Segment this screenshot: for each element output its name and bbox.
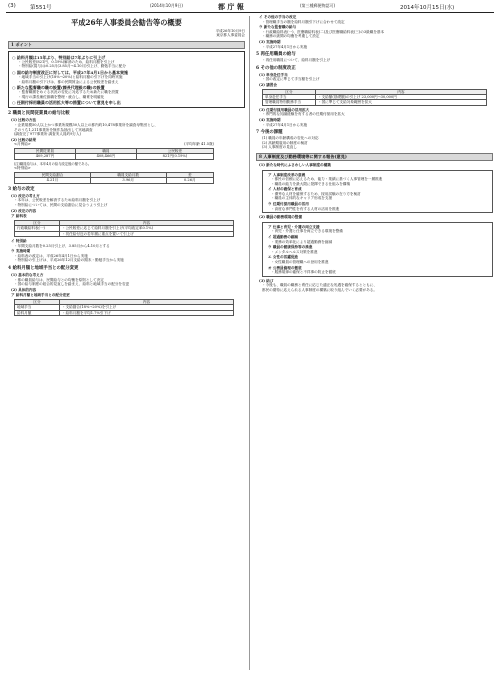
item-heading: ウ 職員の健康保持等の推進 [268,245,313,250]
item-heading: オ 公務員倫理の徹底 [268,265,302,270]
environment-box [262,222,493,277]
paragraph-line: 都民の期待に応えられる人事制度の構築に取り組んでいく必要がある。 [262,287,377,292]
paragraph-line: ・優秀な人材を確保するため、採用試験の在り方を検討 [271,191,361,196]
subsection-heading: (3) 任期付採用職員の活用拡大 [259,107,310,112]
table-cell: 4.21月 [15,178,91,183]
point-box [8,51,245,109]
paragraph-line: ・都民の信頼に応えるため、能力・業績に基づく人事管理を一層推進 [271,177,383,182]
point-item-line: ・給料月額の引下げは、都の民間賃金による公民較差を踏まえ [18,79,119,84]
table-header: 職員 [75,148,136,153]
salary-scale-table [14,220,234,237]
document-date: 平成26年10月9日 [215,29,245,33]
page-number: (3) [8,3,16,9]
paragraph-line: ・高度な専門性を有する人材の活用を推進 [271,206,340,211]
subsection-heading: (2) 具体的内容 [11,287,37,292]
point-item-line: ・公民較差(821円、0.19%)解消のため、給料月額を引上げ [18,59,115,64]
table-header: 公民較差 [136,148,213,153]
table-cell: 409,287円 [15,154,76,159]
subsection-heading: (3) 実施時期 [259,39,281,44]
mail-note: (第三種郵便物認可) [300,3,336,8]
subsection-heading: (2) 改定の内容 [11,208,37,213]
table-header: 差 [166,172,213,177]
table-cell: ・給料月額を平均1.7%引下げ [60,310,234,315]
table-header: 民間従業員 [15,148,76,153]
table-cell: 管理職員特別勤務手当 [263,100,316,105]
left-column [8,14,245,672]
subsection-heading: (1) 改定の考え方 [11,193,40,198]
monthly-pay-table [14,148,214,160]
subsection-heading: (2) 講習会 [259,82,277,87]
revision-table [262,89,487,106]
item-heading: イ その他の手当の改定 [259,15,297,19]
paragraph-line: ・職員の能力を最大限に発揮できる仕組みを構築 [271,181,351,186]
paragraph-line: そのうち1,211事業所を無作為抽出して実地調査 [14,127,93,132]
table-caption: <月例給> [14,142,31,147]
point-heading: 1 ポイント [8,41,245,49]
right-column [256,14,493,672]
paragraph-line: ・給料表の改定は、平成26年4月1日から実施 [14,253,88,258]
section-heading: 4 給料月額と地域手当との配分変更 [8,265,79,271]
paragraph-line: ・国の給与制度の総合的見直しを踏まえ、給料と地域手当の配分を変更 [14,282,130,287]
document-title: 平成26年人事委員会勧告等の概要 [71,18,182,27]
subsection-heading: (2) 職員の勤務環境の整備 [259,215,303,220]
table-header: 区分 [263,89,316,94]
issue-info [8,29,245,38]
table-note: (注)職員給与は、本年4月の給与改定後の額である。 [14,161,92,166]
table-cell: ・支給割合(18%→20%)を引上げ [60,305,234,310]
table-header: 内容 [60,220,234,225]
point-item-title: ○ 給料月額は15年ぶり、特別給は7年ぶりに引上げ [12,54,106,60]
table-caption: <特別給> [14,166,31,171]
table-header: 内容 [316,89,487,94]
paragraph-line: ・行政職給料表(一)、医療職給料表(二)及び医療職給料表(三)の3級職を基本 [262,29,385,34]
paragraph-line: (2) 高齢期雇用の制度の検討 [262,140,308,145]
table-header: 職員支給月数 [90,172,166,177]
subsection-heading: (1) 新たな時代にふさわしい人事制度の構築 [259,162,331,167]
paragraph-line: ・業務の効率化により超過勤務を縮減 [271,239,333,244]
issuer: 東京都人事委員会 [216,33,245,38]
section-heading: 6 その他の制度改正 [256,65,296,71]
page-header [0,0,500,12]
column-divider [249,16,250,670]
table-cell: 408,466円 [75,154,136,159]
allowance-table [14,299,234,316]
paragraph-line: (3) 人事制度の見直し [262,145,297,150]
bonus-table [14,172,214,184]
paragraph-line: ・特別給の引上げは、平成26年12月支給の期末・勤勉手当から実施 [14,258,124,263]
newspaper-name: 都 庁 報 [218,3,244,11]
paragraph-line: ・職員の主体的なキャリア形成を支援 [271,196,333,201]
table-cell: ・初任給付近の若年層に重点を置いて引上げ [60,231,234,236]
section-heading-bar: 8 人事制度及び勤務環境等に関する報告(意見) [256,153,493,161]
paragraph-line: ・育児・介護と仕事を両立できる環境を整備 [271,229,343,234]
table-cell: 単身赴任手当 [263,94,316,99]
publication-date: 2014年10月15日(水) [400,5,455,11]
item-heading: ウ 任期付採用職員の活用 [268,202,309,207]
issue-number: 第551号 [30,5,52,11]
subsection-heading: (2) 比較の結果 [11,137,37,142]
point-item-title: ○ 国の給与制度改正に対しては、平成27年4月1日から基本実施 [12,70,129,75]
table-header: 内容 [60,299,234,304]
section-heading: 7 今後の課題 [256,130,283,136]
paragraph-line: (1) 職員の年齢構成の変化への対応 [262,136,319,141]
item-heading: イ 超過勤務の縮減 [268,235,299,240]
point-item-line: ・現行の課長補佐級職を整理・統合し、職責を明確化 [18,94,105,99]
subsection-heading: (4) 実施時期 [259,117,281,122]
table-cell: ・支給額(基礎額)の引上げ 23,000円→30,000円 [316,94,487,99]
paragraph-line: ・本年は、公民較差を解消するため給料月額を引上げ [14,198,101,203]
table-cell: ・国に準じて支給対象範囲を拡大 [316,100,487,105]
section-heading: 5 再任用職員の給与 [256,52,296,58]
point-item-title: ○ 新たな監督職の職の設置(課長代理級の職)の設置 [12,85,105,91]
paragraph-line: ・服務規律の確保と不祥事の防止を徹底 [271,270,336,275]
item-heading: ア 人事制度改革の意義 [268,172,306,177]
table-cell [15,231,60,236]
item-heading: イ 特別給 [11,238,27,243]
table-cell: 給料月額 [15,310,60,315]
table-header: 区分 [15,220,60,225]
reform-box [262,170,493,214]
paragraph-line: ・再任用職員について、給料月額を引上げ [262,58,331,63]
item-heading: ウ 新たな監督職の給与 [259,25,297,30]
item-heading: イ 人材の確保と育成 [268,187,302,192]
table-caption-row [8,142,214,147]
table-cell: 821円(0.19%) [136,154,213,159]
paragraph-line: ・今後も、職員の職務と責任に応じた適正な処遇を確保するとともに、 [262,283,377,288]
paragraph-line: ・専門的な知識経験を有する者の任期付採用を拡大 [262,112,345,117]
paragraph-line: ・平成27年4月1日から実施 [262,44,308,49]
item-heading: エ 女性の活躍促進 [268,255,299,260]
paragraph-line: ・都の職員給与は、民間給与との均衡を原則として決定 [14,277,104,282]
section-heading: 3 給与の改定 [8,186,35,192]
table-header: 区分 [15,299,60,304]
point-item-line: ・監督職層をめぐる状況の変化に対応するため新たに職を設置 [18,90,119,95]
paragraph-line: ・企業規模50人以上かつ事業所規模50人以上の都内約10,478事業所を調査母集団とし、 [14,122,158,127]
paragraph-line: ・特別給については、民間の支給割合に見合うよう引上げ [14,202,108,207]
paragraph-line: ・女性職員の管理職への登用を推進 [271,260,329,264]
table-cell: 地域手当 [15,305,60,310]
subsection-heading: (3) 結び [259,278,274,283]
paragraph-line: ・職務の級間の均衡を考慮して設定 [262,34,320,39]
table-cell: ・公民較差に応じて給料月額を引上げ(平均改定率0.1%) [60,226,234,231]
point-item-line: ・特別給(賞与)は0.25月(3.85月→4.10月)引上げ、勤勉手当に配分 [18,64,126,69]
table-header: 民間支給割合 [15,172,91,177]
subsection-heading: (1) 比較の方法 [11,118,37,123]
item-heading: ウ 実施時期 [11,249,31,254]
subsection-heading: (1) 基本的な考え方 [11,272,44,277]
paragraph-line: ・管理職手当の額を給料月額引下げに合わせて改定 [262,19,345,24]
table-cell: 行政職給料表(一) [15,226,60,231]
table-unit: (平均年齢 41.5歳) [184,142,214,147]
table-cell: 0.26月 [166,178,213,183]
paragraph-line: ・国の改定に準じて手当額を引上げ [262,77,320,82]
point-item-title: ○ 任期付採用職員の活用拡大等の措置について意見を申し出 [12,100,121,106]
paragraph-line: ・平成27年4月1日から実施 [262,122,308,127]
paragraph-line: ・メンタルヘルス対策を推進 [271,249,318,254]
subsection-heading: (1) 単身赴任手当 [259,72,288,77]
item-heading: ア 給料表 [11,214,27,219]
issue-date-small: (2014年10月9日) [150,3,183,8]
point-item-line: ・地域手当の引上げ(18%→20%)と給料月額の引下げを同時実施 [18,75,123,79]
table-cell: 3.96月 [90,178,166,183]
paragraph-line: (調査完了977事業所 調査実人員約9万人) [14,132,81,137]
paragraph-line: ・年間支給月数を0.25月引上げ、3.85月から4.10月とする [14,243,110,248]
section-heading: 2 職員と民間従業員の給与比較 [8,111,70,117]
item-heading: ア 給料月額と地域手当との配分変更 [11,293,70,298]
item-heading: ア 仕事と育児・介護の両立支援 [268,224,320,229]
header-rule [6,12,494,13]
